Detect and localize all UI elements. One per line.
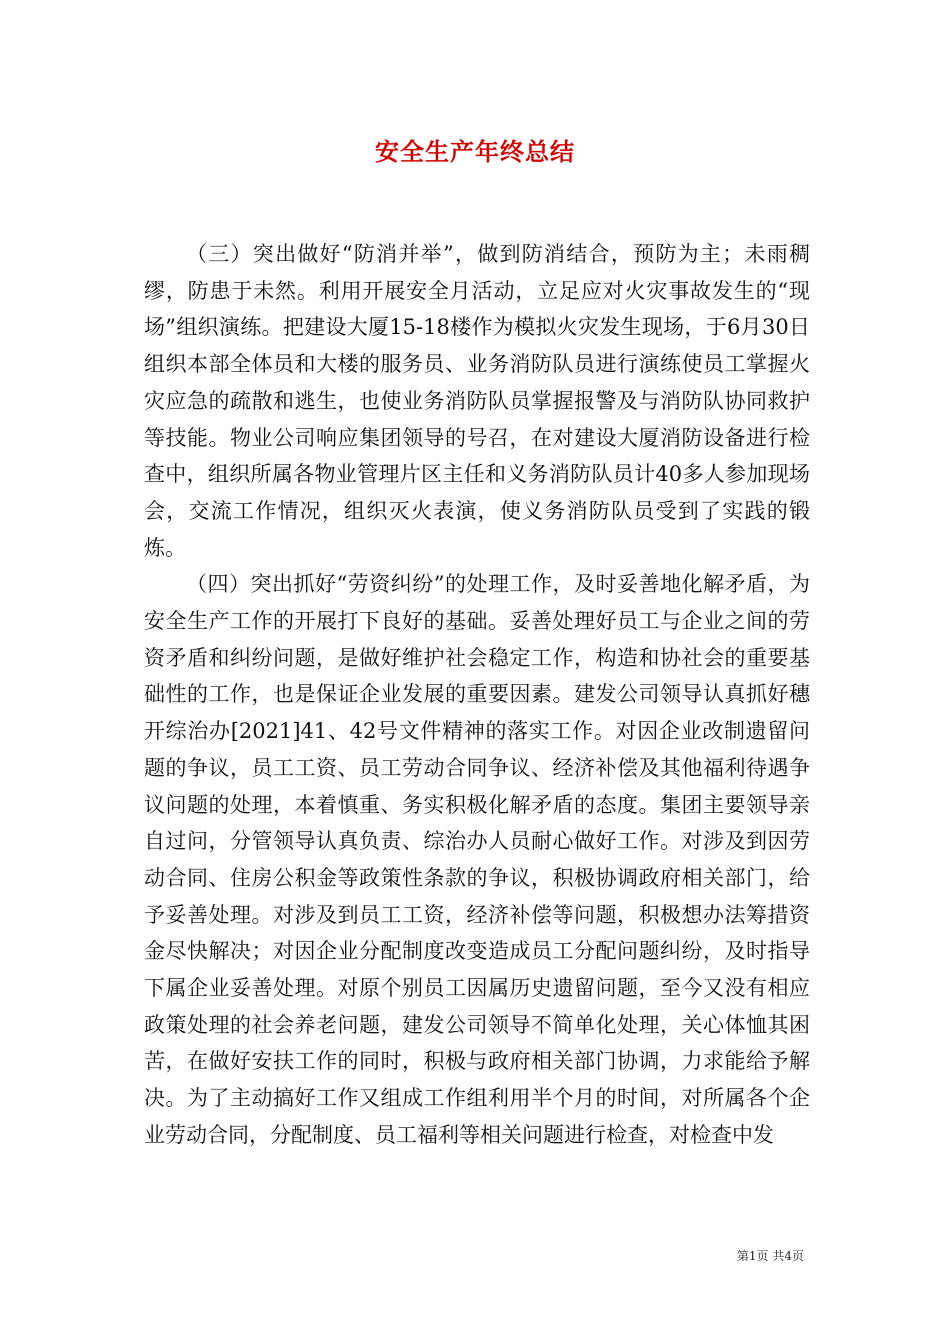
document-title: 安全生产年终总结: [375, 137, 575, 166]
paragraph-4: （四）突出抓好“劳资纠纷”的处理工作，及时妥善地化解矛盾，为安全生产工作的开展打下良好的基础。妥善处理好员工与企业之间的劳资矛盾和纠纷问题，是做好维护社会稳定工作，构造和协社会的重要基础性的工作，也是保证企业发展的重要因素。建发公司领导认真抓好穗开综治办[2021]41、42号文件精神的落实工作。对因企业改制遗留问题的争议，员工工资、员工劳动合同争议、经济补偿及其他福利待遇争议问题的处理，本着慎重、务实积极化解矛盾的态度。集团主要领导亲自过问，分管领导认真负责、综治办人员耐心做好工作。对涉及到因劳动合同、住房公积金等政策性条款的争议，积极协调政府相关部门，给予妥善处理。对涉及到员工工资，经济补偿等问题，积极想办法筹措资金尽快解决；对因企业分配制度改变造成员工分配问题纠纷，及时指导下属企业妥善处理。对原个别员工因属历史遗留问题，至今又没有相应政策处理的社会养老问题，建发公司领导不简单化处理，关心体恤其困苦，在做好安扶工作的同时，积极与政府相关部门协调，力求能给予解决。为了主动搞好工作又组成工作组利用半个月的时间，对所属各个企业劳动合同，分配制度、员工福利等相关问题进行检查，对检查中发: [144, 572, 810, 1147]
page-number: 第1页 共4页: [736, 1249, 804, 1263]
document-body: [144, 236, 810, 1154]
paragraph-3: （三）突出做好“防消并举”，做到防消结合，预防为主；未雨稠缪，防患于未然。利用开展安全月活动，立足应对火灾事故发生的“现场”组织演练。把建设大厦15-18楼作为模拟火灾发生现场，于6月30日组织本部全体员和大楼的服务员、业务消防队员进行演练使员工掌握火灾应急的疏散和逃生，也使业务消防队员掌握报警及与消防队协同救护等技能。物业公司响应集团领导的号召，在对建设大厦消防设备进行检查中，组织所属各物业管理片区主任和义务消防队员计40多人参加现场会，交流工作情况，组织灭火表演，使义务消防队员受到了实践的锻炼。: [144, 242, 810, 560]
